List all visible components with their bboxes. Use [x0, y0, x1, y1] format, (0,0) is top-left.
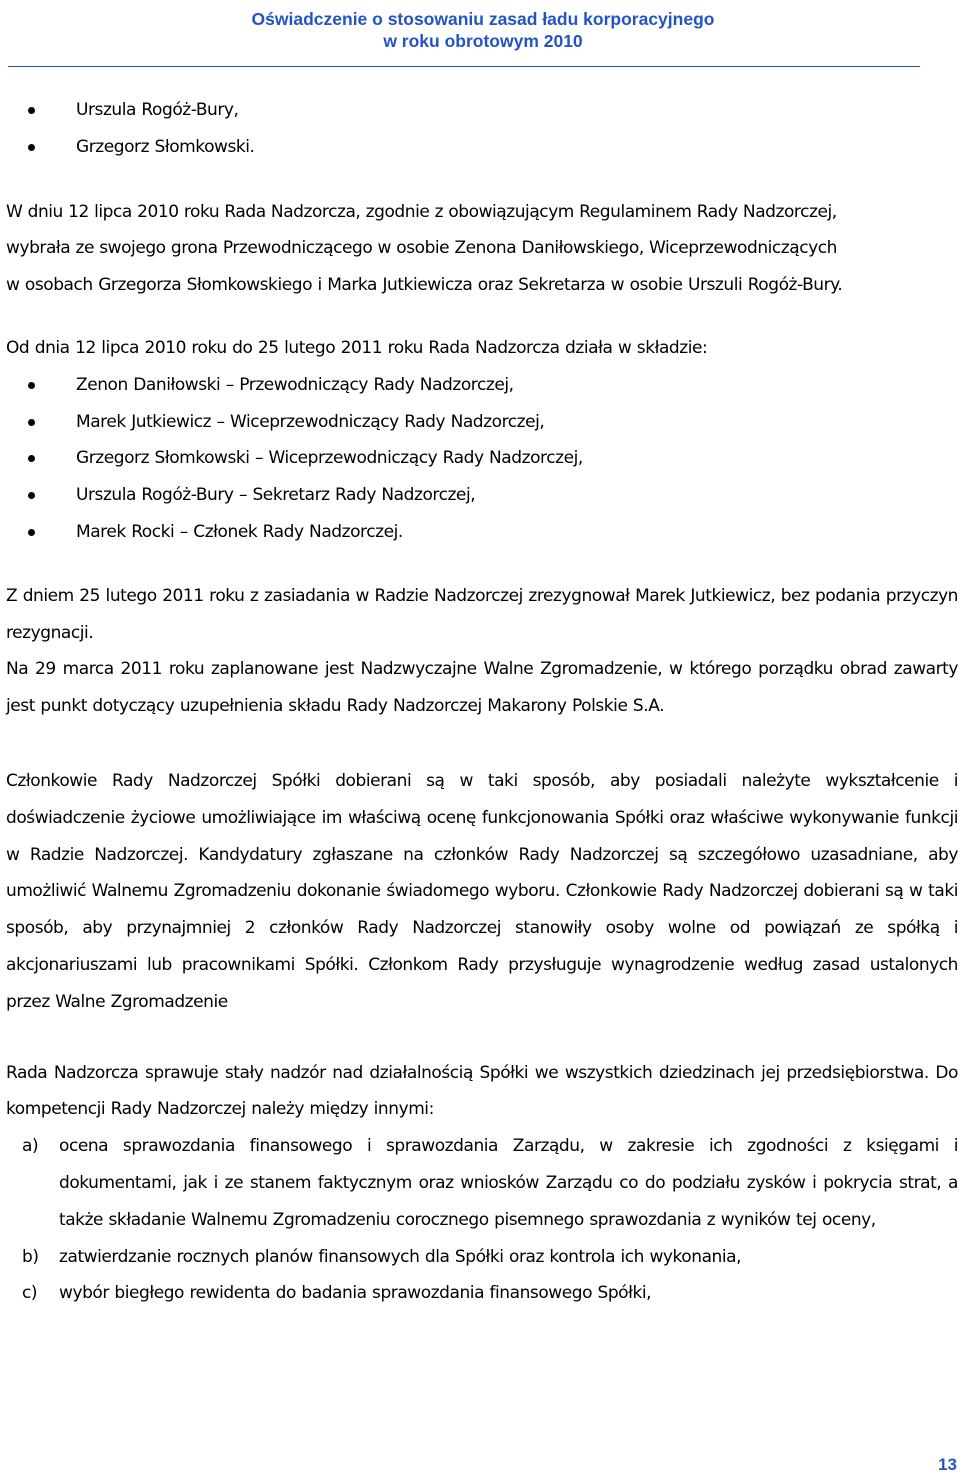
paragraph-line: w osobach Grzegorza Słomkowskiego i Marka Jutkiewicza oraz Sekretarza w osobie Urszuli Rogóż-Bury. — [6, 275, 843, 296]
paragraph: Z dniem 25 lutego 2011 roku z zasiadania w Radzie Nadzorczej zrezygnował Marek Jutkiewicz, bez podania przyczyn rezygnacji. — [6, 585, 958, 643]
list-item: Marek Rocki – Członek Rady Nadzorczej. — [6, 514, 958, 551]
list-item: Marek Jutkiewicz – Wiceprzewodniczący Rady Nadzorczej, — [6, 404, 958, 441]
page-header — [0, 8, 960, 52]
header-title-line-1: Oświadczenie o stosowaniu zasad ładu korporacyjnego — [251, 9, 715, 29]
list-item: Grzegorz Słomkowski – Wiceprzewodniczący Rady Nadzorczej, — [6, 440, 958, 477]
page-number: 13 — [938, 1455, 957, 1474]
header-title-line-2: w roku obrotowym 2010 — [383, 31, 583, 51]
list-label: a) — [22, 1136, 39, 1157]
bullet-icon — [28, 529, 35, 536]
paragraph-line: wybrała ze swojego grona Przewodniczącego w osobie Zenona Daniłowskiego, Wiceprzewodniczących — [6, 238, 837, 259]
header-rule — [8, 66, 920, 67]
paragraph: Członkowie Rady Nadzorczej Spółki dobierani są w taki sposób, aby posiadali należyte wykształcenie i doświadczenie życiowe umożliwiające im właściwą ocenę funkcjonowania Spółki oraz właściwe wykonywanie funkcji w Radzie Nadzorczej. Kandydatury zgłaszane na członków Rady Nadzorczej są szczegółowo uzasadniane, aby umożliwić Walnemu Zgromadzeniu dokonanie świadomego wyboru. Członkowie Rady Nadzorczej dobierani są w taki sposób, aby przynajmniej 2 członków Rady Nadzorczej stanowiły osoby wolne od powiązań ze spółką i akcjonariuszami lub pracownikami Spółki. Członkom Rady przysługuje wynagrodzenie według zasad ustalonych przez Walne Zgromadzenie — [6, 770, 958, 1012]
bullet-icon — [28, 382, 35, 389]
list-item: Zenon Daniłowski – Przewodniczący Rady Nadzorczej, — [6, 367, 958, 404]
list-label: b) — [22, 1246, 39, 1267]
bullet-icon — [28, 107, 35, 114]
list-label: c) — [22, 1283, 38, 1304]
bullet-icon — [28, 455, 35, 462]
paragraph-line: W dniu 12 lipca 2010 roku Rada Nadzorcza, zgodnie z obowiązującym Regulaminem Rady Nadzorczej, — [6, 201, 837, 222]
list-item — [6, 1239, 958, 1276]
list-item: Urszula Rogóż-Bury, — [6, 92, 958, 129]
bullet-icon — [28, 492, 35, 499]
paragraph: Na 29 marca 2011 roku zaplanowane jest Nadzwyczajne Walne Zgromadzenie, w którego porządku obrad zawarty jest punkt dotyczący uzupełnienia składu Rady Nadzorczej Makarony Polskie S.A. — [6, 659, 958, 717]
list-item-text: wybór biegłego rewidenta do badania sprawozdania finansowego Spółki, — [59, 1283, 652, 1304]
paragraph: Rada Nadzorcza sprawuje stały nadzór nad działalnością Spółki we wszystkich dziedzinach jej przedsiębiorstwa. Do kompetencji Rady Nadzorczej należy między innymi: — [6, 1062, 958, 1120]
list-item-text: ocena sprawozdania finansowego i sprawozdania Zarządu, w zakresie ich zgodności z księgami i dokumentami, jak i ze stanem faktycznym oraz wniosków Zarządu co do podziału zysków i pokrycia strat, a także składanie Walnemu Zgromadzeniu corocznego pisemnego sprawozdania z wyników tej oceny, — [59, 1136, 958, 1230]
paragraph-intro: Od dnia 12 lipca 2010 roku do 25 lutego 2011 roku Rada Nadzorcza działa w składzie: — [6, 337, 708, 358]
list-item-text: zatwierdzanie rocznych planów finansowych dla Spółki oraz kontrola ich wykonania, — [59, 1246, 742, 1267]
list-item — [6, 1128, 958, 1238]
list-item: Urszula Rogóż-Bury – Sekretarz Rady Nadzorczej, — [6, 477, 958, 514]
list-item — [6, 1275, 958, 1312]
list-item: Grzegorz Słomkowski. — [6, 129, 958, 166]
bullet-icon — [28, 419, 35, 426]
document-body — [6, 92, 958, 1312]
bullet-icon — [28, 144, 35, 151]
